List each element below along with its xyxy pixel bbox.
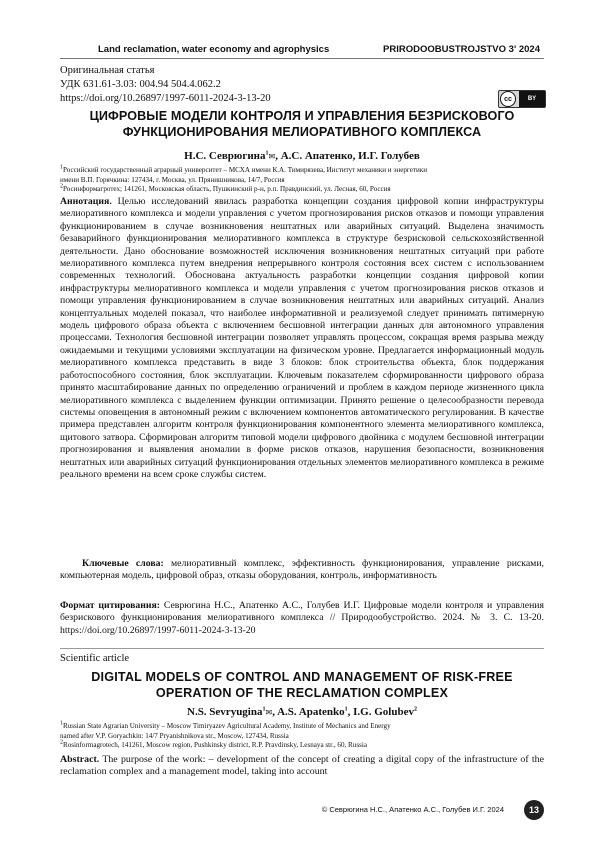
page-number-badge: 13 <box>524 800 544 820</box>
authors-en <box>60 706 544 718</box>
abstract-label: Abstract. <box>60 754 100 765</box>
mail-icon[interactable]: ✉ <box>268 152 276 161</box>
author-name: N.S. Sevryugina <box>187 706 263 718</box>
affiliation-mark: 1 <box>262 706 266 713</box>
affiliation-line <box>60 722 544 732</box>
attribution-icon: BY <box>519 91 545 107</box>
udc-code: УДК 631.61-3.03: 004.94 504.4.062.2 <box>60 78 221 90</box>
creative-commons-icon: cc <box>500 91 516 107</box>
affiliation-mark: 2 <box>60 739 63 746</box>
affiliation-mark: 2 <box>413 706 417 713</box>
citation-text: Севрюгина Н.С., Апатенко А.С., Голубев И.Г. Цифровые модели контроля и управления безрискового функционирования мелиоративного комплекса // Природообустройство. 2024. № 3. С. 13-20. https://doi.org/10.26897/1997-6011-2024-3-13-20 <box>60 600 544 636</box>
keywords-text: мелиоративный комплекс, эффективность функционирования, управление рисками, компьютерная модель, цифровой образ, отказы оборудования, контроль, информативность <box>60 558 544 582</box>
page-footer <box>60 800 544 820</box>
authors-ru <box>60 150 544 162</box>
citation-label: Формат цитирования: <box>60 600 160 611</box>
affiliation-mark: 1 <box>344 706 348 713</box>
co-authors: , А.С. Апатенко, И.Г. Голубев <box>275 150 420 162</box>
author-name: , I.G. Golubev <box>347 706 414 718</box>
affiliation-line: имени В.П. Горячкина: 127434, г. Москва, ул. Прянишникова, 14/7, Россия <box>60 175 285 184</box>
header-divider <box>60 58 544 59</box>
affiliation-mark: 1 <box>60 164 63 171</box>
abstract-en <box>60 754 544 779</box>
affiliations-ru <box>60 166 544 195</box>
abstract-text: The purpose of the work: – development of the concept of creating a digital copy of the infrastructure of the reclamation complex and a management model, taking into account <box>60 754 544 778</box>
article-type-en: Scientific article <box>60 653 130 664</box>
journal-issue: PRIRODOOBUSTROJSTVO 3' 2024 <box>383 44 540 55</box>
abstract-ru <box>60 196 544 481</box>
affiliation-mark: 1 <box>60 720 63 727</box>
mail-icon[interactable]: ✉ <box>265 708 273 717</box>
author-name: , A.S. Apatenko <box>272 706 345 718</box>
section-divider <box>60 648 544 649</box>
affiliation-text: Росинформагротех; 141261, Московская область, Пушкинский р-н, р.п. Правдинский, ул. Лесная, 60, Россия <box>63 185 391 194</box>
affiliations-en <box>60 722 544 751</box>
article-type-ru: Оригинальная статья <box>60 65 155 76</box>
affiliation-text: Российский государственный аграрный университет – МСХА имени К.А. Тимирязева, Институт механики и энергетики <box>63 166 428 174</box>
doi-link[interactable]: https://doi.org/10.26897/1997-6011-2024-3-13-20 <box>60 92 271 104</box>
abstract-label: Аннотация. <box>60 196 112 207</box>
copyright-notice: © Севрюгина Н.С., Апатенко А.С., Голубев И.Г. 2024 <box>321 805 504 814</box>
article-title-en: DIGITAL MODELS OF CONTROL AND MANAGEMENT OF RISK-FREE OPERATION OF THE RECLAMATION COMPLEX <box>91 670 513 700</box>
cc-by-license-badge[interactable] <box>498 90 546 108</box>
affiliation-mark: 1 <box>265 150 269 157</box>
affiliation-line: named after V.P. Goryachkin: 14/7 Pryanishnikova str., Moscow, 127434, Russia <box>60 731 289 740</box>
keywords-ru <box>60 558 544 583</box>
citation-ru <box>60 600 544 637</box>
affiliation-line <box>60 166 544 176</box>
running-header <box>98 42 540 58</box>
affiliation-line <box>60 185 544 195</box>
affiliation-mark: 2 <box>60 183 63 190</box>
affiliation-line <box>60 741 544 751</box>
article-title-ru: ЦИФРОВЫЕ МОДЕЛИ КОНТРОЛЯ И УПРАВЛЕНИЯ БЕЗРИСКОВОГО ФУНКЦИОНИРОВАНИЯ МЕЛИОРАТИВНОГО КОМПЛЕКСА <box>89 109 515 139</box>
journal-section-title: Land reclamation, water economy and agrophysics <box>98 44 330 55</box>
keywords-label: Ключевые слова: <box>82 558 164 569</box>
abstract-text: Целью исследований явилась разработка концепции создания цифровой копии инфраструктуры мелиоративного комплекса и модели управления с учетом прогнозирования рисков отказов и помощи управления функционированием в случае возникновения нештатных или аварийных ситуаций. Выделена значимость безаварийного функционирования мелиоративного комплекса в структуре безрисковой сельскохозяйственной деятельности. Дано обоснование возможностей исключения возникновения нештатных ситуаций при работе мелиоративного комплекса путем внедрения непрерывного контроля состояния всех систем с использованием современных технологий. Обоснована актуальность разработки концепции создания цифровой копии инфраструктуры мелиоративного комплекса и модели управления с учетом прогнозирования рисков отказов и помощи управления функционированием в случае возникновения нештатных или аварийных ситуаций. Анализ концептуальных моделей показал, что наиболее информативной и реализуемой следует принимать пятимерную модель цифрового образа объекта с включением бесшовной интеграции данных для автономного управления процессами. Технология бесшовной интеграции позволяет управлять процессом, сокращая время разрыва между ожидаемыми и текущими условиями эксплуатации на физическом уровне. Предлагается информационный модуль мелиоративного комплекса представить в виде 3 блоков: блок строительства объекта, блок поддержания работоспособного состояния, блок эксплуатации. Ключевым показателем сформированности цифрового образа принято масштабирование данных по определению ограничений и проблем в каждом периоде жизненного цикла мелиоративного комплекса с выделением функции оптимизации. Принято решение о целесообразности перевода системы оповещения в автономный режим с включением компонентов автоматического регулирования. В качестве примера представлен алгоритм контроля функционирования компонентного элемента мелиоративного комплекса, щитового затвора. Сформирован алгоритм типовой модели цифрового двойника с модулем бесшовной интеграции прогнозирования и выявления аномалии в форме рисков отказов, нарушения безопасности, возникновения нештатных или аварийных ситуаций функционирования отдельных элементов мелиоративного комплекса в режиме реального времени на всем сроке службы систем. <box>60 196 544 480</box>
affiliation-text: Rosinformagrotech, 141261, Moscow region, Pushkinsky district, R.P. Pravdinsky, Lesnaya str., 60, Russia <box>63 741 367 750</box>
article-meta <box>60 64 271 105</box>
author-name: Н.С. Севрюгина <box>184 150 266 162</box>
affiliation-text: Russian State Agrarian University – Moscow Timiryazev Agricultural Academy, Institute of Mechanics and Energy <box>63 722 391 730</box>
